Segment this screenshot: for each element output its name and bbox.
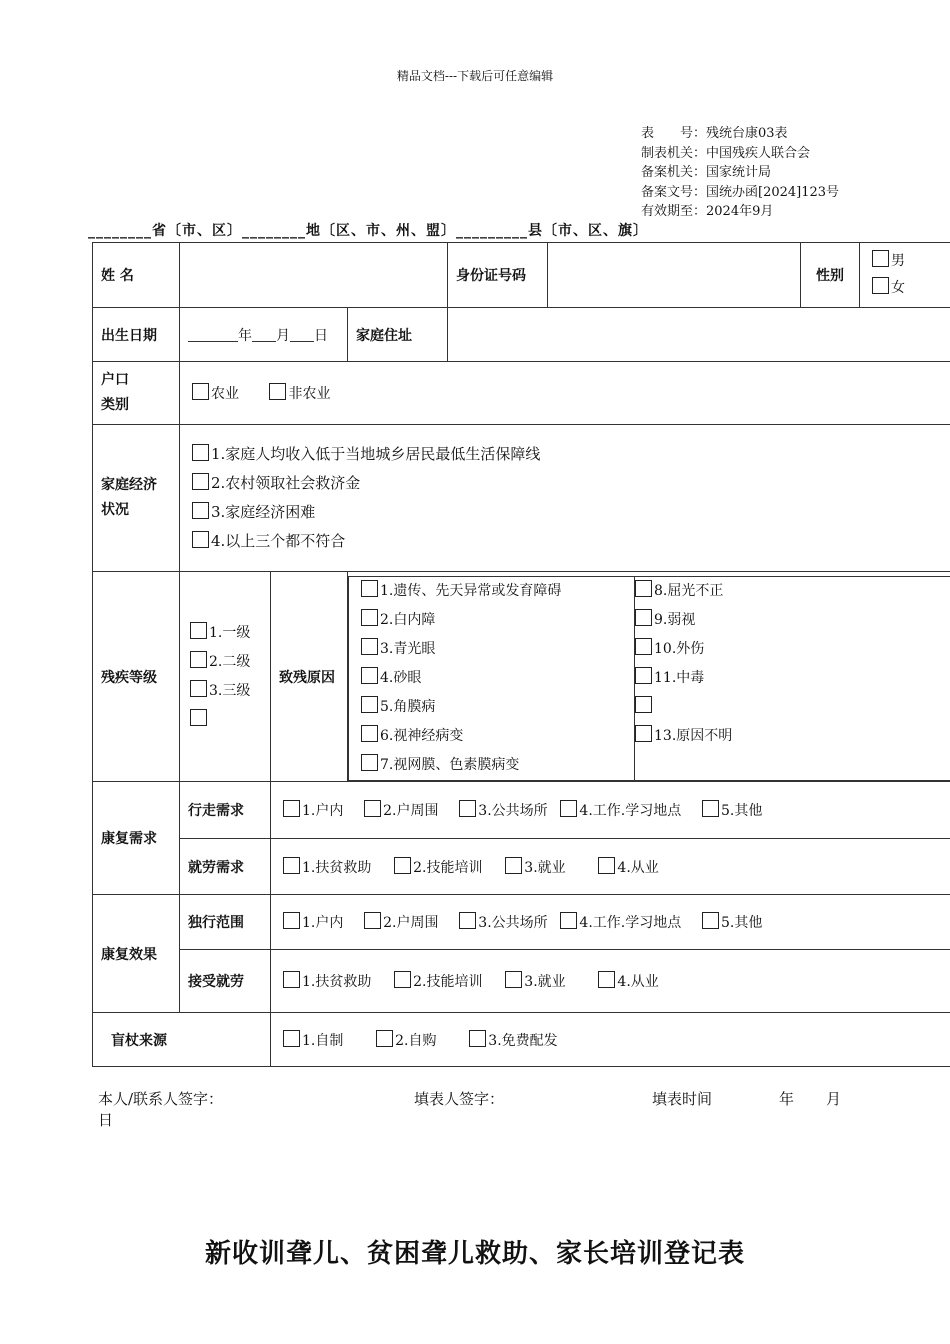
accept-work-opt4-label: 4.从业 [617,974,659,990]
rehab-need-label: 康复需求 [93,782,180,895]
registration-form [92,242,950,1067]
cause-5-checkbox[interactable] [361,696,378,713]
disability-level-label: 残疾等级 [93,572,180,782]
solo-range-opt1-label: 1.户内 [302,915,344,931]
cause-11-label: 11.中毒 [654,670,705,686]
level-2-label: 2.二级 [209,653,251,670]
accept-work-opt3-checkbox[interactable] [505,971,522,988]
cause-11-checkbox[interactable] [635,667,652,684]
accept-work-opt1-label: 1.扶贫救助 [302,974,372,990]
solo-range-opt5-label: 5.其他 [721,915,763,931]
household-agri-label: 农业 [211,386,239,402]
cause-13-checkbox[interactable] [635,725,652,742]
signature-section [98,1088,848,1130]
household-agri-checkbox[interactable] [192,383,209,400]
row-household [93,362,950,425]
economy-option-4-label: 4.以上三个都不符合 [211,532,346,550]
walk-need-opt5-checkbox[interactable] [702,800,719,817]
cane-source-opt2-label: 2.自购 [395,1032,437,1049]
cause-12-checkbox[interactable] [635,696,652,713]
economy-option-2-checkbox[interactable] [192,473,209,490]
cause-2-label: 2.白内障 [380,612,436,628]
row-solo-range [93,895,950,950]
cause-2-checkbox[interactable] [361,609,378,626]
id-number-label: 身份证号码 [448,243,548,308]
economy-option-1-checkbox[interactable] [192,444,209,461]
solo-range-opt3-checkbox[interactable] [459,912,476,929]
birth-date-field[interactable]: 年 月 日 [180,308,348,362]
economy-option-2-label: 2.农村领取社会救济金 [211,474,361,492]
cause-5-label: 5.角膜病 [380,699,436,715]
solo-range-opt1-checkbox[interactable] [283,912,300,929]
cause-10-label: 10.外伤 [654,641,705,657]
economy-option-1-label: 1.家庭人均收入低于当地城乡居民最低生活保障线 [211,445,541,463]
work-need-opt3-label: 3.就业 [524,859,566,876]
walk-need-opt3-checkbox[interactable] [459,800,476,817]
solo-range-opt2-checkbox[interactable] [364,912,381,929]
walk-need-opt4-checkbox[interactable] [560,800,577,817]
fill-day-label: 日 [98,1111,114,1129]
gender-male-checkbox[interactable] [872,250,889,267]
economy-option-3-checkbox[interactable] [192,502,209,519]
work-need-opt1-label: 1.扶贫救助 [302,859,372,876]
walk-need-opt1-label: 1.户内 [302,803,344,819]
row-birth [93,308,950,362]
self-signature-label: 本人/联系人签字： [98,1090,224,1108]
cane-source-opt1-label: 1.自制 [302,1032,344,1049]
economy-label-line1: 家庭经济 [101,477,157,493]
solo-range-opt4-label: 4.工作.学习地点 [579,915,682,931]
work-need-opt2-checkbox[interactable] [394,857,411,874]
row-disability [93,572,950,782]
accept-work-opt2-checkbox[interactable] [394,971,411,988]
cause-3-checkbox[interactable] [361,638,378,655]
gender-female-label: 女 [891,280,906,296]
economy-option-4-checkbox[interactable] [192,531,209,548]
economy-option-3-label: 3.家庭经济困难 [211,503,316,521]
level-2-checkbox[interactable] [190,651,207,668]
accept-work-opt2-label: 2.技能培训 [413,974,483,990]
accept-work-opt3-label: 3.就业 [524,974,566,990]
watermark: 精品文档---下载后可任意编辑 [396,69,554,83]
rehab-effect-label: 康复效果 [93,895,180,1013]
row-walk-need [93,782,950,839]
birth-date-label: 出生日期 [93,308,180,362]
cane-source-opt1-checkbox[interactable] [283,1030,300,1047]
cause-4-label: 4.砂眼 [380,670,422,686]
cause-8-label: 8.屈光不正 [654,583,724,599]
household-label-line1: 户口 [101,372,129,388]
cause-13-label: 13.原因不明 [654,728,733,744]
row-work-need [93,839,950,895]
meta-issuing-authority: 制表机关：中国残疾人联合会 [641,145,811,161]
solo-range-opt5-checkbox[interactable] [702,912,719,929]
solo-range-label: 独行范围 [180,895,271,950]
walk-need-label: 行走需求 [180,782,271,839]
work-need-label: 就劳需求 [180,839,271,895]
walk-need-opt2-label: 2.户周围 [383,803,439,819]
cane-source-label: 盲杖来源 [93,1013,271,1067]
form-metadata [641,124,839,222]
cause-1-label: 1.遗传、先天异常或发育障碍 [380,583,562,599]
work-need-opt1-checkbox[interactable] [283,857,300,874]
walk-need-opt5-label: 5.其他 [721,803,763,819]
work-need-opt3-checkbox[interactable] [505,857,522,874]
work-need-opt4-checkbox[interactable] [598,857,615,874]
gender-female-checkbox[interactable] [872,277,889,294]
meta-form-number: 表 号：残统台康03表 [641,126,788,141]
address-field[interactable] [448,308,950,362]
household-label-line2: 类别 [101,397,129,413]
gender-male-label: 男 [891,253,906,269]
filler-signature-label: 填表人签字： [414,1090,505,1108]
fill-month-label: 月 [826,1090,842,1108]
cause-4-checkbox[interactable] [361,667,378,684]
next-form-title: 新收训聋儿、贫困聋儿救助、家长培训登记表 [204,1239,745,1269]
economy-label-line2: 状况 [101,502,129,518]
accept-work-opt1-checkbox[interactable] [283,971,300,988]
meta-valid-until: 有效期至：2024年9月 [641,204,774,219]
row-accept-work [93,950,950,1013]
region-line: ________省〔市、区〕________地〔区、市、州、盟〕_________县〔市、区、旗〕 [88,223,648,239]
cause-7-checkbox[interactable] [361,754,378,771]
walk-need-opt3-label: 3.公共场所 [478,803,548,819]
level-3-checkbox[interactable] [190,680,207,697]
solo-range-opt4-checkbox[interactable] [560,912,577,929]
fill-year-label: 年 [779,1090,795,1108]
cause-10-checkbox[interactable] [635,638,652,655]
walk-need-opt4-label: 4.工作.学习地点 [579,803,682,819]
solo-range-opt2-label: 2.户周围 [383,915,439,931]
cause-6-checkbox[interactable] [361,725,378,742]
cause-7-label: 7.视网膜、色素膜病变 [380,757,520,773]
accept-work-label: 接受就劳 [180,950,271,1013]
work-need-opt2-label: 2.技能培训 [413,859,483,876]
level-1-checkbox[interactable] [190,622,207,639]
row-cane-source [93,1013,950,1067]
level-3-label: 3.三级 [209,682,251,699]
work-need-opt4-label: 4.从业 [617,859,659,876]
meta-filing-number: 备案文号：国统办函[2024]123号 [641,184,840,200]
meta-filing-authority: 备案机关：国家统计局 [641,165,772,180]
cane-source-opt2-checkbox[interactable] [376,1030,393,1047]
name-label: 姓 名 [93,243,180,308]
solo-range-opt3-label: 3.公共场所 [478,915,548,931]
cause-9-checkbox[interactable] [635,609,652,626]
household-nonagri-label: 非农业 [288,386,331,402]
accept-work-opt4-checkbox[interactable] [598,971,615,988]
cause-9-label: 9.弱视 [654,612,696,628]
cause-3-label: 3.青光眼 [380,641,436,657]
name-field[interactable] [180,243,448,308]
walk-need-opt2-checkbox[interactable] [364,800,381,817]
id-number-field[interactable] [548,243,801,308]
level-4-checkbox[interactable] [190,709,207,726]
address-label: 家庭住址 [348,308,448,362]
row-economy [93,425,950,572]
household-nonagri-checkbox[interactable] [269,383,286,400]
cane-source-opt3-label: 3.免费配发 [488,1032,558,1049]
fill-time-label: 填表时间 [652,1090,713,1108]
walk-need-opt1-checkbox[interactable] [283,800,300,817]
cause-8-checkbox[interactable] [635,580,652,597]
cause-1-checkbox[interactable] [361,580,378,597]
row-name [93,243,950,308]
level-1-label: 1.一级 [209,624,251,641]
cause-6-label: 6.视神经病变 [380,728,464,744]
disability-cause-label: 致残原因 [271,572,348,782]
gender-label: 性别 [801,243,860,308]
cane-source-opt3-checkbox[interactable] [469,1030,486,1047]
